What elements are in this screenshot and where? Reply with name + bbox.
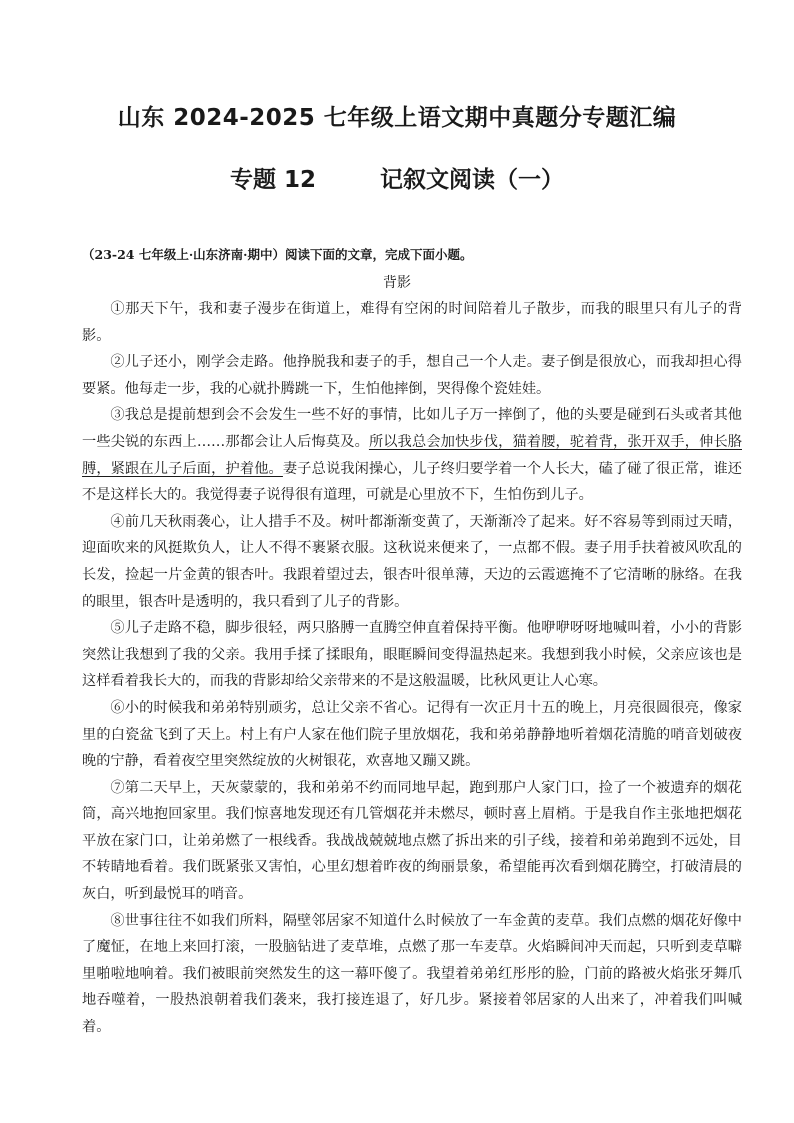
paragraph-7: ⑦第二天早上，天灰蒙蒙的，我和弟弟不约而同地早起，跑到那户人家门口，捡了一个被遗弃的烟花筒，高兴地抱回家里。我们惊喜地发现还有几管烟花并未燃尽，顿时喜上眉梢。于是我自作主张地把烟花平放在家门口，让弟弟燃了一根线香。我战战兢兢地点燃了拆出来的引子线，接着和弟弟跑到不远处，目不转睛地看着。我们既紧张又害怕，心里幻想着昨夜的绚丽景象，希望能再次看到烟花腾空，打破清晨的灰白，听到最悦耳的哨音。 [82, 779, 742, 903]
essay-title: 背影 [383, 275, 411, 291]
question-source: （23-24 七年级上·山东济南·期中）阅读下面的文章，完成下面小题。 [82, 247, 473, 262]
paragraph-4: ④前几天秋雨袭心，让人措手不及。树叶都渐渐变黄了，天渐渐冷了起来。好不容易等到雨过天晴，迎面吹来的风挺欺负人，让人不得不裹紧衣服。这秋说来便来了，一点都不假。妻子用手扶着被风吹乱的长发，捡起一片金黄的银杏叶。我跟着望过去，银杏叶很单薄，天边的云霞遮掩不了它清晰的脉络。在我的眼里，银杏叶是透明的，我只看到了儿子的背影。 [82, 513, 742, 610]
paragraph-2: ②儿子还小，刚学会走路。他挣脱我和妻子的手，想自己一个人走。妻子倒是很放心，而我却担心得要紧。他每走一步，我的心就扑腾跳一下，生怕他摔倒，哭得像个瓷娃娃。 [82, 354, 742, 397]
paragraph-5: ⑤儿子走路不稳，脚步很轻，两只胳膊一直腾空伸直着保持平衡。他咿咿呀呀地喊叫着，小小的背影突然让我想到了我的父亲。我用手揉了揉眼角，眼眶瞬间变得温热起来。我想到我小时候，父亲应该也是这样看着我长大的，而我的背影却给父亲带来的不是这般温暖，比秋风更让人心寒。 [82, 620, 742, 690]
underlined-sentence: 所以我总会加快步伐，猫着腰，驼着背，张开双手，伸长胳膊，紧跟在儿子后面，护着他。 [82, 433, 742, 477]
essay-body [82, 296, 742, 1041]
topic-subtitle: 专题 12 记叙文阅读（一） [229, 167, 565, 193]
paragraph-6: ⑥小的时候我和弟弟特别顽劣，总让父亲不省心。记得有一次正月十五的晚上，月亮很圆很亮，像家里的白瓷盆飞到了天上。村上有户人家在他们院子里放烟花，我和弟弟静静地听着烟花清脆的哨音划破夜晚的宁静，看着夜空里突然绽放的火树银花，欢喜地又蹦又跳。 [82, 699, 742, 770]
paragraph-3-text: ③我总是提前想到会不会发生一些不好的事情，比如儿子万一摔倒了，他的头要是碰到石头或者其他一些尖锐的东西上……那都会让人后悔莫及。 [82, 407, 742, 450]
paragraph-8: ⑧世事往往不如我们所料，隔壁邻居家不知道什么时候放了一车金黄的麦草。我们点燃的烟花好像中了魔怔，在地上来回打滚，一股脑钻进了麦草堆，点燃了那一车麦草。火焰瞬间冲天而起，只听到麦草噼里啪啦地响着。我们被眼前突然发生的这一幕吓傻了。我望着弟弟红彤彤的脸，门前的路被火焰张牙舞爪地吞噬着，一股热浪朝着我们袭来，我打接连退了，好几步。紧接着邻居家的人出来了，冲着我们叫喊着。 [82, 912, 742, 1036]
paragraph-3-rest: 妻子总说我闲操心，儿子终归要学着一个人长大，磕了碰了很正常，谁还不是这样长大的。我觉得妻子说得很有道理，可就是心里放不下，生怕伤到儿子。 [82, 460, 742, 504]
document-title: 山东 2024-2025 七年级上语文期中真题分专题汇编 [117, 105, 677, 131]
paragraph-1: ①那天下午，我和妻子漫步在街道上，难得有空闲的时间陪着儿子散步，而我的眼里只有儿子的背影。 [82, 301, 742, 344]
paragraph-3 [82, 402, 742, 508]
